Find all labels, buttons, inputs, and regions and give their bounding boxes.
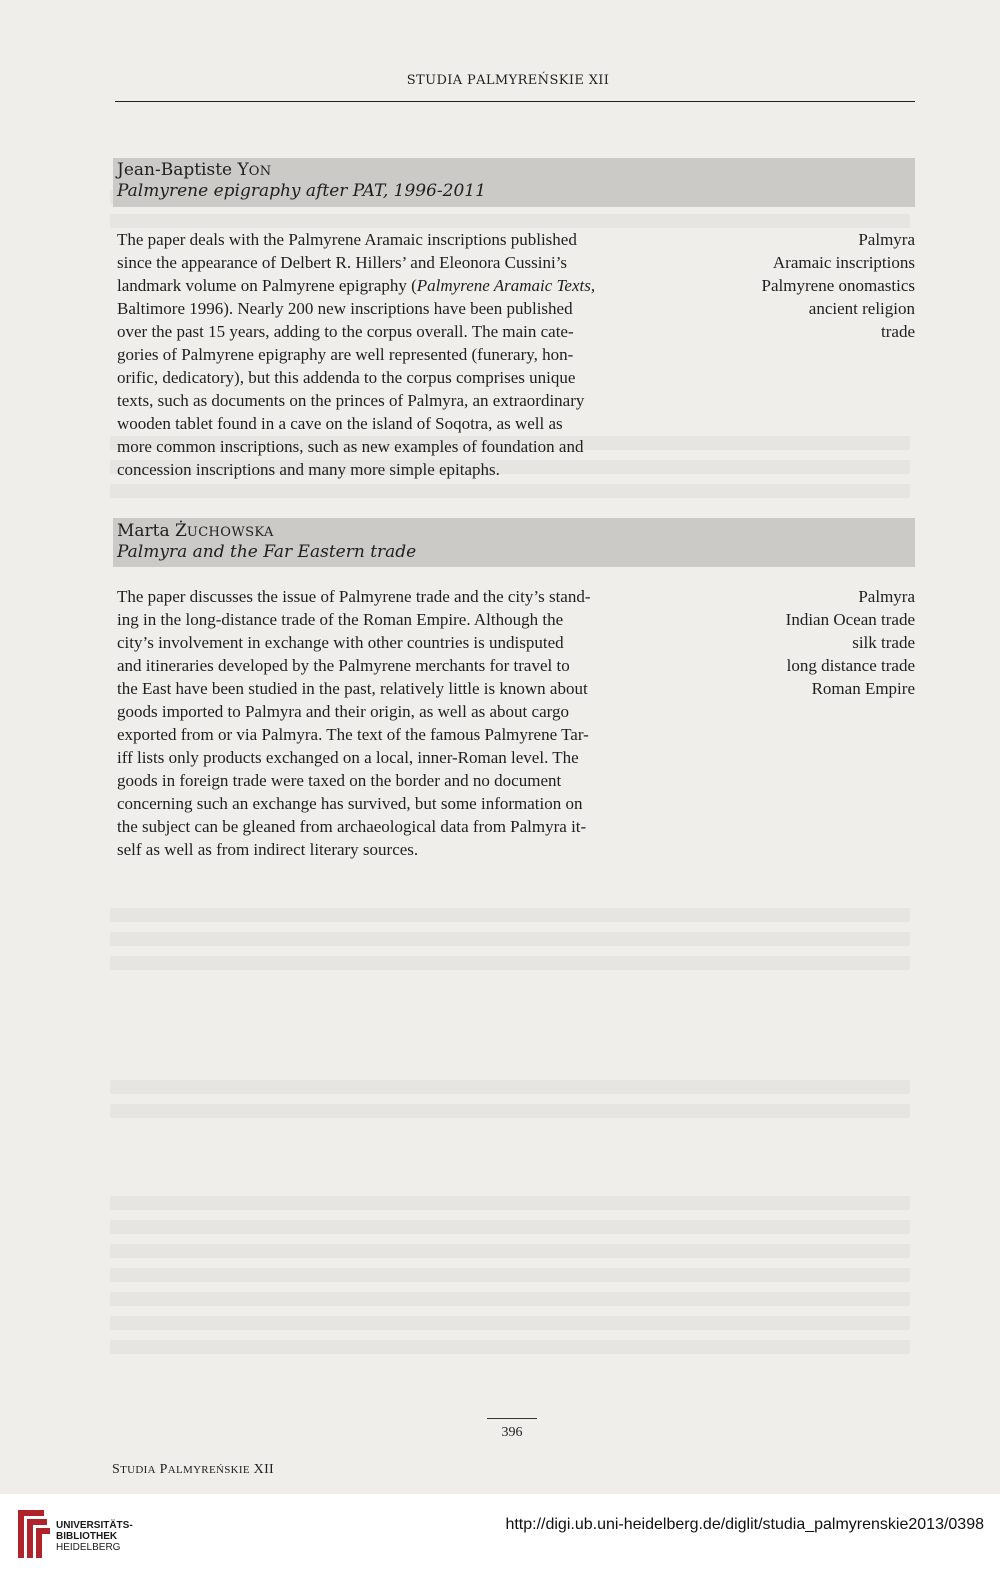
abstract-line: self as well as from indirect literary sources.	[117, 840, 419, 859]
article-keywords	[700, 585, 915, 700]
abstract-line: exported from or via Palmyra. The text of the famous Palmyrene Tar-	[117, 725, 589, 744]
keyword: Palmyra	[858, 230, 915, 249]
abstract-line: The paper deals with the Palmyrene Aramaic inscriptions published	[117, 230, 577, 249]
abstract-line: since the appearance of Delbert R. Hillers’ and Eleonora Cussini’s	[117, 253, 568, 272]
show-through	[110, 1268, 910, 1282]
show-through	[110, 932, 910, 946]
show-through	[110, 1292, 910, 1306]
show-through	[110, 1340, 910, 1354]
abstract-line: over the past 15 years, adding to the corpus overall. The main cate-	[117, 322, 574, 341]
source-url-link[interactable]: http://digi.ub.uni-heidelberg.de/diglit/studia_palmyrenskie2013/0398	[505, 1516, 984, 1533]
keyword: silk trade	[852, 633, 915, 652]
keyword: trade	[881, 322, 915, 341]
abstract-line: concession inscriptions and many more simple epitaphs.	[117, 460, 500, 479]
abstract-line: orific, dedicatory), but this addenda to the corpus comprises unique	[117, 368, 576, 387]
library-name-line: HEIDELBERG	[56, 1542, 121, 1553]
page-number: 396	[501, 1425, 523, 1440]
abstract-line: landmark volume on Palmyrene epigraphy (Palmyrene Aramaic Texts,	[117, 276, 596, 295]
article-title: Palmyra and the Far Eastern trade	[117, 542, 417, 562]
abstract-line: and itineraries developed by the Palmyrene merchants for travel to	[117, 656, 570, 675]
library-name-line: UNIVERSITÄTS-	[56, 1520, 133, 1531]
abstract-line: the East have been studied in the past, relatively little is known about	[117, 679, 588, 698]
show-through	[110, 1104, 910, 1118]
abstract-line: goods imported to Palmyra and their origin, as well as about cargo	[117, 702, 569, 721]
running-head: STUDIA PALMYREŃSKIE XII	[406, 73, 610, 88]
library-name	[56, 1520, 133, 1553]
abstract-line: more common inscriptions, such as new examples of foundation and	[117, 437, 584, 456]
abstract-line: The paper discusses the issue of Palmyrene trade and the city’s stand-	[117, 587, 591, 606]
abstract-line: Baltimore 1996). Nearly 200 new inscriptions have been published	[117, 299, 573, 318]
abstract-line: wooden tablet found in a cave on the island of Soqotra, as well as	[117, 414, 563, 433]
keyword: Palmyra	[858, 587, 915, 606]
page-number-rule	[487, 1418, 537, 1419]
keyword: ancient religion	[808, 299, 915, 318]
abstract-line: gories of Palmyrene epigraphy are well represented (funerary, hon-	[117, 345, 574, 364]
show-through	[110, 1316, 910, 1330]
abstract-line: texts, such as documents on the princes of Palmyra, an extraordinary	[117, 391, 585, 410]
abstract-line: iff lists only products exchanged on a local, inner-Roman level. The	[117, 748, 579, 767]
abstract-line: goods in foreign trade were taxed on the border and no document	[117, 771, 562, 790]
keyword: Aramaic inscriptions	[772, 253, 915, 272]
article-title: Palmyrene epigraphy after PAT, 1996-2011	[117, 181, 486, 201]
library-logo-icon[interactable]	[12, 1506, 52, 1562]
abstract-line: concerning such an exchange has survived, but some information on	[117, 794, 583, 813]
show-through	[110, 1244, 910, 1258]
article-abstract	[117, 585, 679, 861]
article-keywords	[700, 228, 915, 343]
footer-journal-title: STUDIA PALMYREŃSKIE XII	[112, 1462, 275, 1477]
library-name-line: BIBLIOTHEK	[56, 1531, 118, 1542]
keyword: Roman Empire	[811, 679, 915, 698]
show-through	[110, 1196, 910, 1210]
show-through	[110, 1220, 910, 1234]
show-through	[110, 214, 910, 228]
abstract-line: the subject can be gleaned from archaeological data from Palmyra it-	[117, 817, 587, 836]
abstract-line: city’s involvement in exchange with other countries is undisputed	[117, 633, 564, 652]
keyword: Palmyrene onomastics	[761, 276, 915, 295]
keyword: Indian Ocean trade	[785, 610, 915, 629]
article-author: Jean-Baptiste YON	[117, 160, 272, 180]
show-through	[110, 908, 910, 922]
show-through	[110, 1080, 910, 1094]
show-through	[110, 956, 910, 970]
show-through	[110, 484, 910, 498]
abstract-line: ing in the long-distance trade of the Roman Empire. Although the	[117, 610, 564, 629]
article-abstract	[117, 228, 679, 481]
keyword: long distance trade	[786, 656, 915, 675]
header-rule	[115, 101, 915, 102]
digitization-footer	[0, 1494, 1000, 1594]
article-author: Marta ŻUCHOWSKA	[117, 521, 274, 541]
